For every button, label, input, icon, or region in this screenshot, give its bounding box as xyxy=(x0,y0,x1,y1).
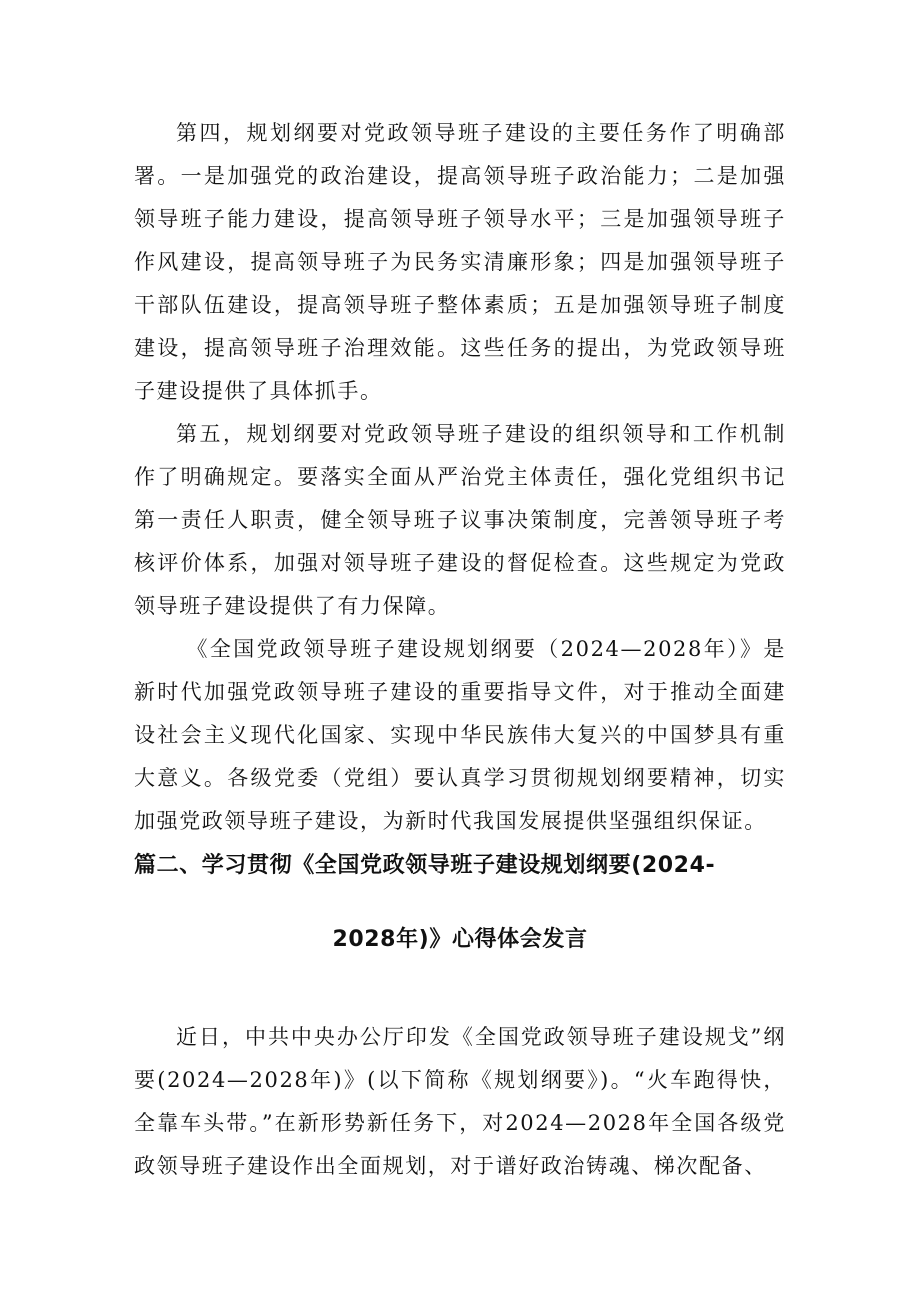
body-paragraph-intro: 近日，中共中央办公厅印发《全国党政领导班子建设规戈”纲要(2024—2028年)》(以下简称《规划纲要》)。“火车跑得快，全靠车头带。”在新形势新任务下，对2024—2028年全国各级党政领导班子建设作出全面规划，对于谱好政治铸魂、梯次配备、 xyxy=(134,1025,786,1178)
body-paragraph-fifth-point: 第五，规划纲要对党政领导班子建设的组织领导和工作机制作了明确规定。要落实全面从严治党主体责任，强化党组织书记第一责任人职责，健全领导班子议事决策制度，完善领导班子考核评价体系，加强对领导班子建设的督促检查。这些规定为党政领导班子建设提供了有力保障。 xyxy=(134,422,786,618)
body-paragraph-conclusion: 《全国党政领导班子建设规划纲要（2024—2028年）》是新时代加强党政领导班子建设的重要指导文件，对于推动全面建设社会主义现代化国家、实现中华民族伟大复兴的中国梦具有重大意义。各级党委（党组）要认真学习贯彻规划纲要精神，切实加强党政领导班子建设，为新时代我国发展提供坚强组织保证。 xyxy=(134,637,786,833)
body-paragraph-fourth-point: 第四，规划纲要对党政领导班子建设的主要任务作了明确部署。一是加强党的政治建设，提高领导班子政治能力；二是加强领导班子能力建设，提高领导班子领导水平；三是加强领导班子作风建设，提高领导班子为民务实清廉形象；四是加强领导班子干部队伍建设，提高领导班子整体素质；五是加强领导班子制度建设，提高领导班子治理效能。这些任务的提出，为党政领导班子建设提供了具体抓手。 xyxy=(134,121,786,403)
section-heading-line-1: 篇二、学习贯彻《全国党政领导班子建设规划纲要(2024- xyxy=(134,853,716,878)
section-heading-line-2: 2028年)》心得体会发言 xyxy=(332,927,588,952)
